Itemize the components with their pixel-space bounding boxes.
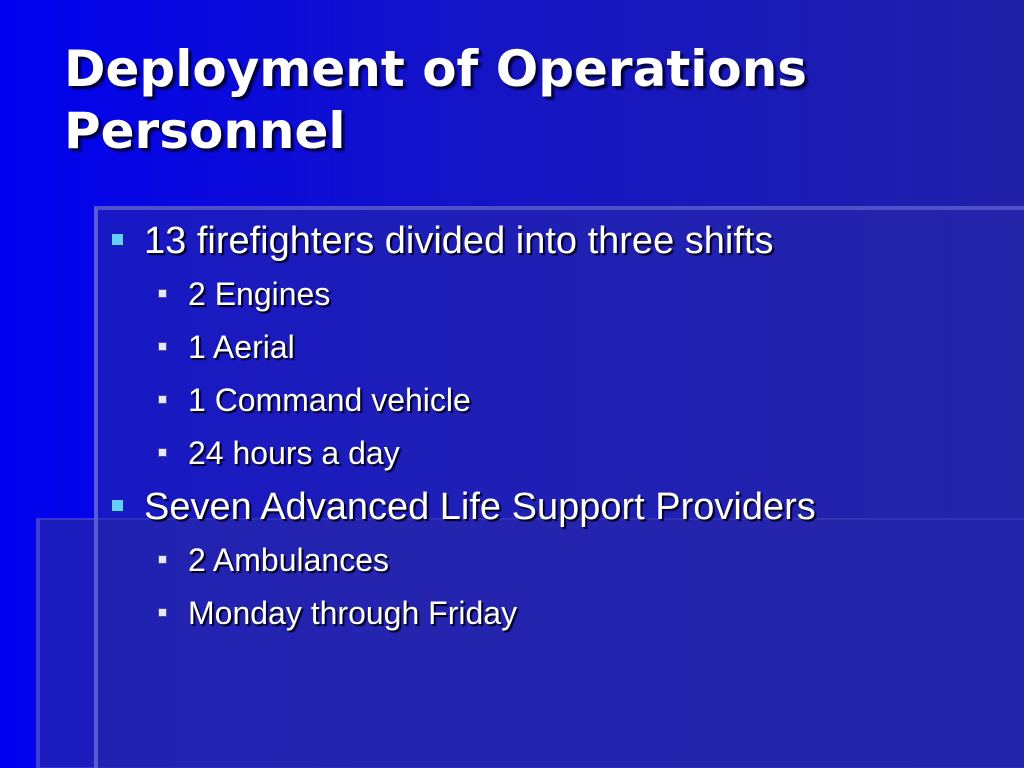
small-square-bullet-icon <box>158 608 167 617</box>
bullet-text: 13 firefighters divided into three shifts <box>144 220 774 262</box>
small-square-bullet-icon <box>158 555 167 564</box>
square-bullet-icon <box>112 234 123 245</box>
small-square-bullet-icon <box>158 395 167 404</box>
square-bullet-icon <box>112 500 123 511</box>
sub-bullet-text: 24 hours a day <box>188 435 400 471</box>
small-square-bullet-icon <box>158 448 167 457</box>
sub-bullet-24-hours <box>110 429 1010 477</box>
sub-bullet-text: 1 Aerial <box>188 329 295 365</box>
sub-bullet-text: 2 Engines <box>188 276 331 312</box>
bullet-list <box>110 216 1010 642</box>
sub-bullet-text: Monday through Friday <box>188 595 518 631</box>
small-square-bullet-icon <box>158 342 167 351</box>
sub-bullet-aerial <box>110 323 1010 371</box>
sub-bullet-command-vehicle <box>110 376 1010 424</box>
bullet-text: Seven Advanced Life Support Providers <box>144 486 816 528</box>
sub-bullet-text: 2 Ambulances <box>188 542 390 578</box>
sub-bullet-text: 1 Command vehicle <box>188 382 471 418</box>
bullet-als-providers <box>110 482 1010 532</box>
slide-title: Deployment of Operations Personnel <box>64 40 808 160</box>
sub-bullet-engines <box>110 270 1010 318</box>
sub-bullet-ambulances <box>110 536 1010 584</box>
bullet-firefighters <box>110 216 1010 266</box>
small-square-bullet-icon <box>158 289 167 298</box>
sub-bullet-weekdays <box>110 589 1010 637</box>
